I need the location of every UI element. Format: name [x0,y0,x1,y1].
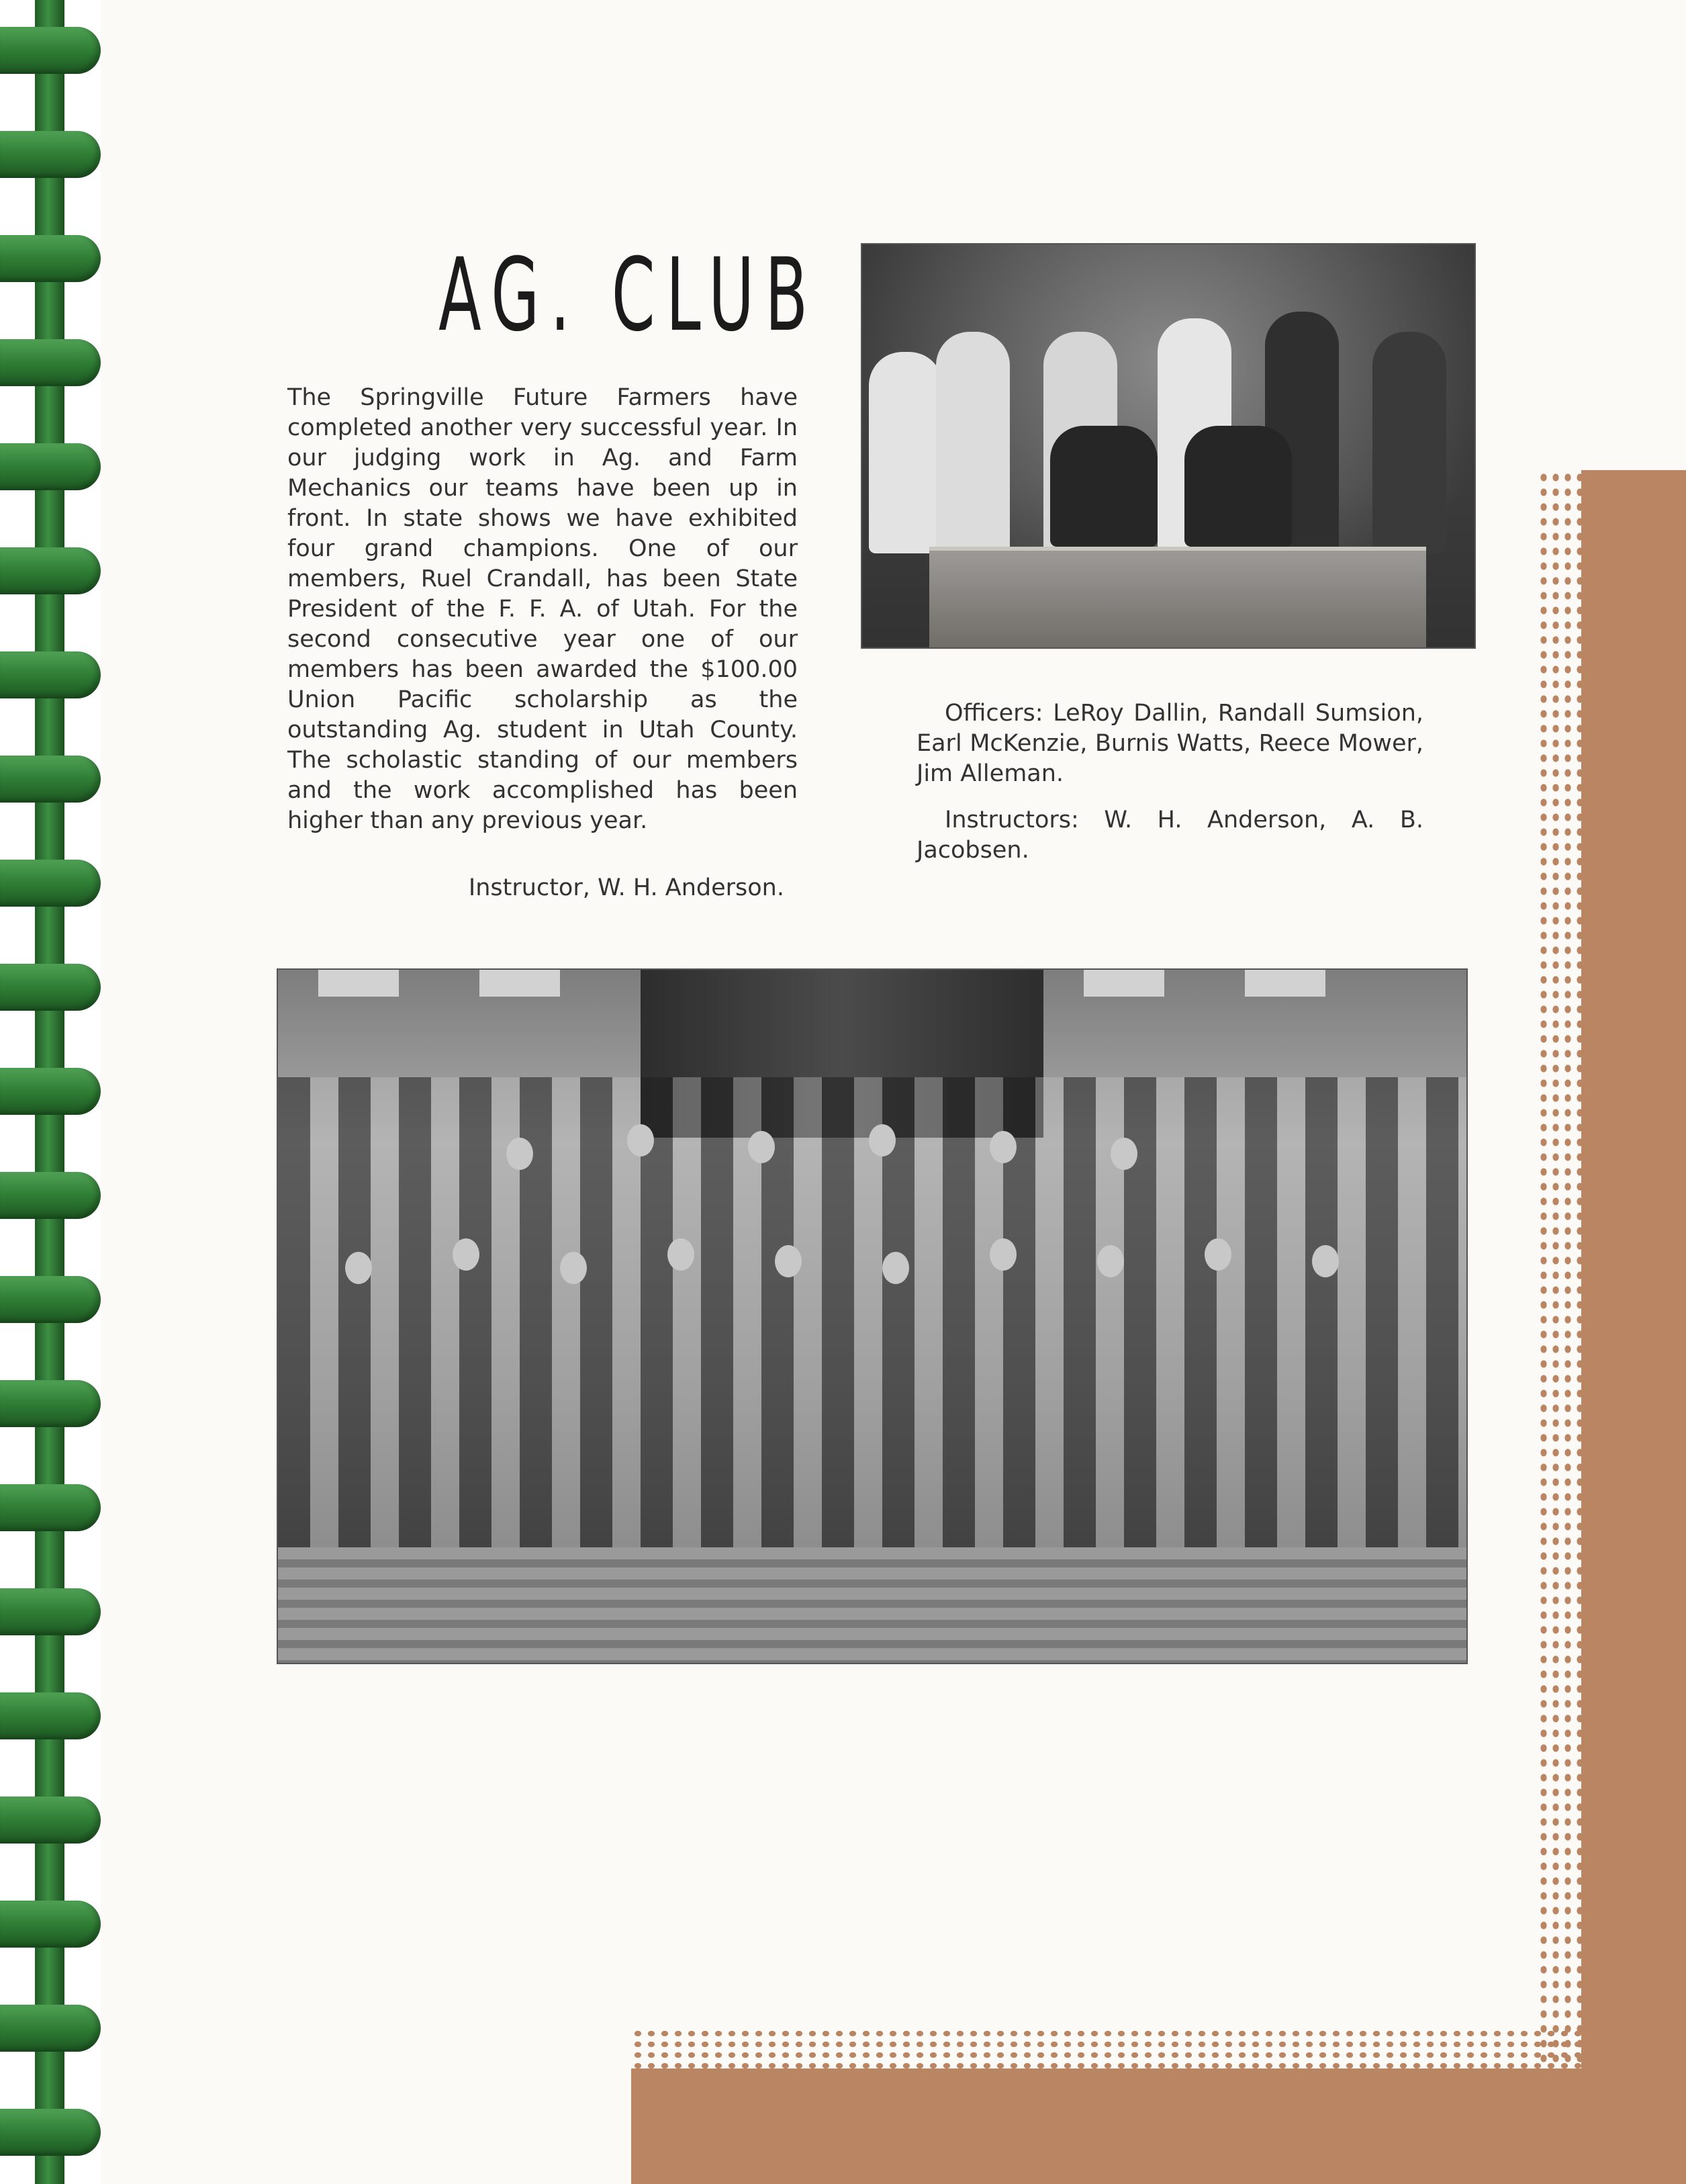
binding-ring [0,443,101,490]
group-photo-head [345,1252,372,1284]
group-photo-head [869,1124,896,1156]
group-photo-head [1312,1245,1339,1277]
binding-ring [0,1588,101,1635]
binding-ring [0,339,101,386]
officers-photo [861,243,1476,649]
binding-ring [0,1901,101,1948]
officers-photo-figure [1372,332,1446,553]
group-photo-head [506,1138,533,1170]
binding-ring [0,860,101,907]
officers-photo-figure [1050,426,1158,547]
officers-caption-block [917,698,1423,882]
binding-ring [0,651,101,698]
officers-photo-figure [936,332,1010,553]
group-photo-steps [278,1547,1466,1663]
officers-photo-table [929,547,1426,649]
club-description: The Springville Future Farmers have completed another very successful year. In our judging work in Ag. and Farm Mechanics our teams have been up in front. In state shows we have exhibited four grand champions. One of our members, Ruel Crandall, has been State President of the F. F. A. of Utah. For the second consecutive year one of our members has been awarded the $100.00 Union Pacific scholarship as the outstanding Ag. student in Utah County. The scholastic standing of our members and the work accomplished has been higher than any previous year. [287,384,798,834]
binding-ring [0,235,101,282]
binding-ring [0,1484,101,1531]
binding-ring [0,1380,101,1427]
accent-border-right [1581,470,1686,2184]
group-photo-head [1111,1138,1137,1170]
spiral-binding [0,0,101,2184]
group-photo-column [318,970,399,997]
group-photo-column [479,970,560,997]
binding-ring [0,1068,101,1115]
group-photo-head [882,1252,909,1284]
officers-photo-figure [869,352,943,553]
group-photo-head [667,1238,694,1271]
binding-ring [0,131,101,178]
accent-border-bottom [631,2068,1686,2184]
group-photo-head [1097,1245,1124,1277]
group-photo-head [775,1245,802,1277]
group-photo-column [1245,970,1325,997]
instructors-caption: Instructors: W. H. Anderson, A. B. Jacobsen. [917,807,1423,864]
group-photo-head [627,1124,654,1156]
officers-photo-figure [1184,426,1292,547]
group-photo-head [453,1238,479,1271]
binding-ring [0,756,101,803]
binding-ring [0,1172,101,1219]
group-photo-column [1084,970,1164,997]
binding-ring [0,2005,101,2052]
binding-ring [0,547,101,594]
group-photo-head [748,1131,775,1163]
group-photo-head [560,1252,587,1284]
page-title: AG. CLUB [438,237,819,354]
instructor-credit: Instructor, W. H. Anderson. [468,874,784,901]
group-photo-head [990,1131,1017,1163]
binding-ring [0,1692,101,1739]
binding-ring [0,2109,101,2156]
binding-ring [0,27,101,74]
officers-caption: Officers: LeRoy Dallin, Randall Sumsion, Earl McKenzie, Burnis Watts, Reece Mower, Jim Alleman. [917,700,1423,787]
group-photo-head [990,1238,1017,1271]
binding-ring [0,1796,101,1844]
binding-ring [0,1276,101,1323]
group-photo [277,968,1468,1664]
group-photo-head [1205,1238,1231,1271]
binding-ring [0,964,101,1011]
